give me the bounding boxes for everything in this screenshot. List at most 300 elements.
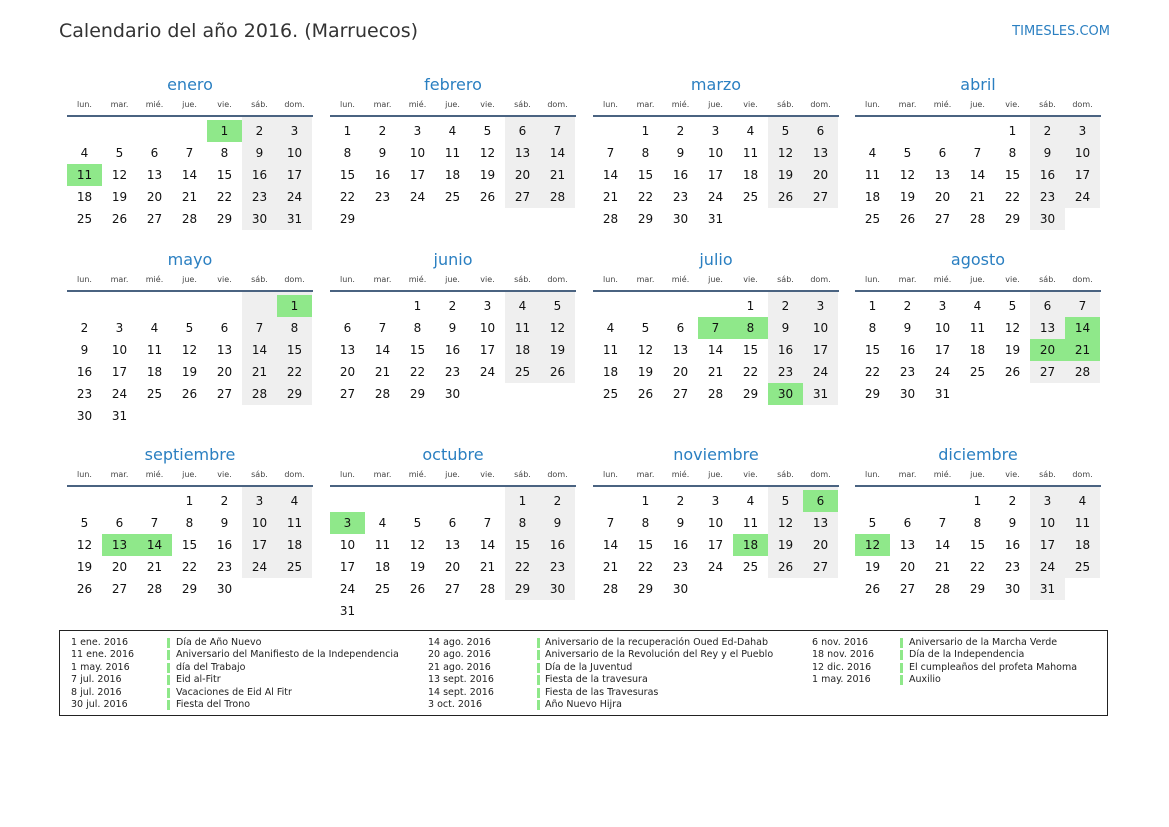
day-cell: 22	[181, 560, 198, 574]
day-cell: 19	[76, 560, 93, 574]
day-cell: 24	[251, 560, 268, 574]
day-cell: 20	[812, 538, 829, 552]
weekday-label: sáb.	[1039, 275, 1056, 284]
weekday-label: dom.	[284, 470, 305, 479]
legend-date: 1 may. 2016	[812, 674, 871, 686]
day-cell: 29	[181, 582, 198, 596]
day-cell: 16	[899, 343, 916, 357]
day-cell: 21	[602, 190, 619, 204]
weekday-label: lun.	[340, 470, 355, 479]
day-cell: 8	[413, 321, 422, 335]
day-cell: 15	[514, 538, 531, 552]
day-cell: 2	[448, 299, 457, 313]
weekday-label: mié.	[145, 100, 164, 109]
day-cell: 30	[251, 212, 268, 226]
day-cell: 16	[672, 168, 689, 182]
day-cell: 25	[514, 365, 531, 379]
day-cell: 25	[146, 387, 163, 401]
day-cell: 27	[111, 582, 128, 596]
day-cell: 6	[676, 321, 685, 335]
day-cell: 7	[606, 516, 615, 530]
day-cell: 30	[1004, 582, 1021, 596]
day-cell: 31	[339, 604, 356, 618]
day-cell: 21	[181, 190, 198, 204]
day-cell: 9	[255, 146, 264, 160]
day-cell: 11	[1074, 516, 1091, 530]
day-cell: 27	[899, 582, 916, 596]
day-cell: 29	[637, 582, 654, 596]
legend-name: Aniversario de la Revolución del Rey y el Pueblo	[545, 649, 774, 661]
day-cell: 20	[514, 168, 531, 182]
day-grid	[67, 487, 313, 619]
weekday-label: mié.	[408, 470, 427, 479]
day-cell: 18	[602, 365, 619, 379]
day-cell: 16	[1004, 538, 1021, 552]
day-cell: 22	[514, 560, 531, 574]
day-cell: 13	[514, 146, 531, 160]
weekday-label: mié.	[145, 470, 164, 479]
day-cell: 2	[378, 124, 387, 138]
day-cell: 16	[76, 365, 93, 379]
site-link[interactable]: TIMESLES.COM	[1012, 24, 1110, 39]
day-cell: 3	[816, 299, 825, 313]
day-cell: 17	[251, 538, 268, 552]
day-cell: 5	[641, 321, 650, 335]
legend-item	[60, 662, 1100, 674]
day-cell: 11	[602, 343, 619, 357]
holiday-day: 1	[277, 295, 312, 317]
day-cell: 30	[672, 582, 689, 596]
day-cell: 7	[378, 321, 387, 335]
day-cell: 6	[220, 321, 229, 335]
day-cell: 5	[483, 124, 492, 138]
day-cell: 24	[934, 365, 951, 379]
day-cell: 24	[409, 190, 426, 204]
day-cell: 11	[514, 321, 531, 335]
legend-date: 14 ago. 2016	[428, 637, 491, 648]
legend-date: 18 nov. 2016	[812, 649, 875, 661]
day-cell: 21	[707, 365, 724, 379]
weekday-header	[330, 272, 576, 287]
day-cell: 10	[812, 321, 829, 335]
day-cell: 25	[444, 190, 461, 204]
day-grid	[330, 117, 576, 249]
day-cell: 13	[934, 168, 951, 182]
day-cell: 27	[812, 560, 829, 574]
day-cell: 27	[672, 387, 689, 401]
legend-date: 14 sept. 2016	[428, 686, 494, 698]
day-cell: 17	[1039, 538, 1056, 552]
day-cell: 7	[150, 516, 159, 530]
weekday-header	[330, 467, 576, 482]
day-cell: 20	[444, 560, 461, 574]
day-cell: 12	[549, 321, 566, 335]
legend-item	[60, 699, 1100, 711]
day-cell: 16	[672, 538, 689, 552]
day-cell: 25	[374, 582, 391, 596]
weekday-label: mié.	[933, 470, 952, 479]
day-cell: 2	[676, 124, 685, 138]
month-name: julio	[699, 250, 733, 269]
day-cell: 11	[969, 321, 986, 335]
day-cell: 15	[864, 343, 881, 357]
day-cell: 3	[711, 124, 720, 138]
day-cell: 3	[255, 494, 264, 508]
day-cell: 13	[672, 343, 689, 357]
day-grid	[330, 292, 576, 424]
day-cell: 10	[286, 146, 303, 160]
weekday-label: vie.	[1005, 275, 1020, 284]
day-cell: 30	[672, 212, 689, 226]
day-cell: 2	[676, 494, 685, 508]
day-cell: 11	[146, 343, 163, 357]
day-cell: 23	[374, 190, 391, 204]
day-cell: 6	[115, 516, 124, 530]
day-cell: 15	[286, 343, 303, 357]
day-cell: 30	[76, 409, 93, 423]
weekday-label: vie.	[217, 470, 232, 479]
day-cell: 12	[637, 343, 654, 357]
legend-date: 12 dic. 2016	[812, 661, 872, 673]
day-cell: 18	[146, 365, 163, 379]
legend-date: 3 oct. 2016	[428, 699, 483, 710]
day-cell: 6	[903, 516, 912, 530]
day-cell: 27	[934, 212, 951, 226]
day-cell: 9	[553, 516, 562, 530]
weekday-label: mar.	[110, 275, 129, 284]
weekday-label: dom.	[810, 100, 831, 109]
weekday-label: lun.	[340, 275, 355, 284]
legend-name: Aniversario de la Marcha Verde	[909, 637, 1058, 648]
day-cell: 19	[409, 560, 426, 574]
legend-date: 30 jul. 2016	[71, 699, 128, 710]
day-cell: 8	[343, 146, 352, 160]
day-cell: 5	[185, 321, 194, 335]
day-cell: 4	[746, 494, 755, 508]
day-cell: 29	[637, 212, 654, 226]
day-cell: 5	[1008, 299, 1017, 313]
legend-marker	[537, 688, 540, 698]
weekday-label: mié.	[671, 275, 690, 284]
day-cell: 9	[676, 146, 685, 160]
weekday-label: mié.	[145, 275, 164, 284]
weekday-label: dom.	[547, 100, 568, 109]
weekday-label: mié.	[671, 100, 690, 109]
day-cell: 6	[448, 516, 457, 530]
day-cell: 1	[641, 124, 650, 138]
weekday-label: sáb.	[1039, 470, 1056, 479]
weekday-label: jue.	[708, 275, 723, 284]
holiday-day: 11	[67, 164, 102, 186]
day-grid	[67, 117, 313, 249]
day-cell: 17	[707, 538, 724, 552]
holiday-legend	[59, 630, 1108, 716]
day-cell: 13	[146, 168, 163, 182]
day-cell: 26	[76, 582, 93, 596]
day-cell: 8	[518, 516, 527, 530]
weekday-label: mar.	[898, 275, 917, 284]
day-cell: 1	[185, 494, 194, 508]
day-grid	[855, 292, 1101, 424]
day-cell: 17	[812, 343, 829, 357]
day-cell: 20	[812, 168, 829, 182]
legend-name: Día de Año Nuevo	[176, 637, 262, 648]
day-cell: 4	[1078, 494, 1087, 508]
day-cell: 28	[181, 212, 198, 226]
weekday-label: lun.	[603, 470, 618, 479]
legend-name: Vacaciones de Eid Al Fitr	[176, 686, 292, 698]
weekday-label: jue.	[445, 100, 460, 109]
day-cell: 15	[1004, 168, 1021, 182]
day-cell: 26	[409, 582, 426, 596]
day-cell: 12	[479, 146, 496, 160]
day-cell: 20	[672, 365, 689, 379]
legend-name: Eid al-Fitr	[176, 674, 221, 686]
weekday-label: lun.	[865, 470, 880, 479]
day-cell: 10	[409, 146, 426, 160]
legend-marker	[900, 663, 903, 673]
weekday-label: sáb.	[514, 100, 531, 109]
day-cell: 17	[111, 365, 128, 379]
day-cell: 22	[742, 365, 759, 379]
weekday-label: vie.	[1005, 470, 1020, 479]
weekday-header	[593, 467, 839, 482]
legend-item	[60, 687, 1100, 699]
day-cell: 8	[290, 321, 299, 335]
day-cell: 16	[216, 538, 233, 552]
legend-marker	[537, 700, 540, 710]
day-cell: 23	[777, 365, 794, 379]
weekday-label: sáb.	[777, 100, 794, 109]
day-cell: 3	[711, 494, 720, 508]
month-junio	[330, 250, 576, 424]
day-cell: 28	[602, 582, 619, 596]
day-cell: 14	[549, 146, 566, 160]
day-cell: 9	[1008, 516, 1017, 530]
legend-marker	[900, 675, 903, 685]
weekday-label: vie.	[743, 100, 758, 109]
day-cell: 16	[1039, 168, 1056, 182]
day-cell: 8	[868, 321, 877, 335]
day-cell: 22	[637, 560, 654, 574]
day-cell: 7	[185, 146, 194, 160]
day-cell: 5	[413, 516, 422, 530]
day-cell: 21	[374, 365, 391, 379]
day-cell: 16	[777, 343, 794, 357]
day-cell: 29	[864, 387, 881, 401]
weekday-header	[330, 97, 576, 112]
day-cell: 14	[602, 538, 619, 552]
day-cell: 18	[514, 343, 531, 357]
day-cell: 10	[1074, 146, 1091, 160]
day-cell: 27	[514, 190, 531, 204]
day-cell: 23	[76, 387, 93, 401]
weekday-label: mié.	[933, 100, 952, 109]
weekday-label: vie.	[480, 470, 495, 479]
day-cell: 5	[781, 124, 790, 138]
legend-name: El cumpleaños del profeta Mahoma	[909, 661, 1078, 673]
day-cell: 24	[1039, 560, 1056, 574]
day-cell: 16	[444, 343, 461, 357]
holiday-day: 18	[733, 534, 768, 556]
day-cell: 9	[1043, 146, 1052, 160]
day-cell: 26	[777, 190, 794, 204]
day-cell: 8	[641, 146, 650, 160]
legend-item	[60, 637, 1100, 649]
day-cell: 10	[1039, 516, 1056, 530]
day-cell: 2	[80, 321, 89, 335]
day-cell: 5	[868, 516, 877, 530]
day-cell: 14	[602, 168, 619, 182]
holiday-day: 12	[855, 534, 890, 556]
legend-date: 8 jul. 2016	[71, 686, 122, 698]
day-cell: 31	[934, 387, 951, 401]
day-cell: 1	[973, 494, 982, 508]
day-grid	[330, 487, 576, 619]
day-cell: 12	[76, 538, 93, 552]
weekday-header	[67, 97, 313, 112]
weekday-label: lun.	[865, 100, 880, 109]
day-cell: 22	[216, 190, 233, 204]
day-cell: 22	[864, 365, 881, 379]
day-cell: 24	[111, 387, 128, 401]
day-cell: 18	[1074, 538, 1091, 552]
day-cell: 25	[864, 212, 881, 226]
month-julio	[593, 250, 839, 424]
legend-date: 1 may. 2016	[71, 661, 130, 673]
day-cell: 1	[746, 299, 755, 313]
day-cell: 26	[181, 387, 198, 401]
day-cell: 23	[444, 365, 461, 379]
day-cell: 29	[216, 212, 233, 226]
weekday-label: jue.	[970, 100, 985, 109]
weekday-label: lun.	[603, 100, 618, 109]
weekday-label: lun.	[77, 100, 92, 109]
day-cell: 17	[286, 168, 303, 182]
month-agosto	[855, 250, 1101, 424]
day-cell: 10	[111, 343, 128, 357]
day-cell: 11	[374, 538, 391, 552]
weekday-label: vie.	[1005, 100, 1020, 109]
day-cell: 15	[409, 343, 426, 357]
day-cell: 23	[549, 560, 566, 574]
day-cell: 20	[934, 190, 951, 204]
weekday-label: mar.	[636, 100, 655, 109]
day-cell: 26	[777, 560, 794, 574]
day-cell: 7	[483, 516, 492, 530]
day-cell: 26	[479, 190, 496, 204]
day-cell: 10	[707, 516, 724, 530]
day-cell: 25	[286, 560, 303, 574]
day-cell: 14	[934, 538, 951, 552]
day-cell: 6	[343, 321, 352, 335]
weekday-label: dom.	[810, 275, 831, 284]
day-cell: 9	[781, 321, 790, 335]
month-name: noviembre	[673, 445, 759, 464]
weekday-label: mar.	[636, 470, 655, 479]
holiday-day: 6	[803, 490, 838, 512]
day-cell: 28	[969, 212, 986, 226]
weekday-header	[855, 467, 1101, 482]
day-cell: 27	[146, 212, 163, 226]
day-cell: 5	[781, 494, 790, 508]
day-cell: 12	[777, 146, 794, 160]
day-cell: 4	[378, 516, 387, 530]
day-cell: 17	[409, 168, 426, 182]
day-cell: 1	[518, 494, 527, 508]
day-cell: 23	[216, 560, 233, 574]
day-cell: 19	[777, 538, 794, 552]
weekday-header	[593, 97, 839, 112]
day-cell: 2	[781, 299, 790, 313]
day-cell: 18	[374, 560, 391, 574]
day-cell: 19	[899, 190, 916, 204]
holiday-day: 30	[768, 383, 803, 405]
weekday-header	[67, 272, 313, 287]
legend-marker	[900, 638, 903, 648]
day-cell: 7	[255, 321, 264, 335]
day-cell: 24	[339, 582, 356, 596]
weekday-label: sáb.	[514, 470, 531, 479]
day-cell: 15	[637, 538, 654, 552]
weekday-label: mié.	[933, 275, 952, 284]
weekday-label: sáb.	[251, 100, 268, 109]
month-name: abril	[960, 75, 996, 94]
day-cell: 21	[549, 168, 566, 182]
day-cell: 27	[1039, 365, 1056, 379]
day-cell: 23	[672, 560, 689, 574]
day-cell: 28	[146, 582, 163, 596]
month-name: agosto	[950, 250, 1006, 269]
day-cell: 5	[115, 146, 124, 160]
day-cell: 28	[934, 582, 951, 596]
day-cell: 20	[111, 560, 128, 574]
day-cell: 28	[1074, 365, 1091, 379]
day-cell: 26	[549, 365, 566, 379]
day-cell: 6	[938, 146, 947, 160]
weekday-label: dom.	[284, 100, 305, 109]
day-cell: 2	[903, 299, 912, 313]
day-cell: 10	[479, 321, 496, 335]
weekday-label: mié.	[408, 275, 427, 284]
day-cell: 3	[115, 321, 124, 335]
day-cell: 8	[220, 146, 229, 160]
legend-date: 7 jul. 2016	[71, 674, 122, 686]
weekday-label: lun.	[77, 470, 92, 479]
legend-date: 13 sept. 2016	[428, 674, 494, 686]
weekday-label: jue.	[445, 470, 460, 479]
day-cell: 13	[812, 146, 829, 160]
day-cell: 19	[777, 168, 794, 182]
day-cell: 29	[969, 582, 986, 596]
legend-date: 6 nov. 2016	[812, 637, 868, 648]
day-cell: 8	[973, 516, 982, 530]
day-cell: 3	[483, 299, 492, 313]
day-cell: 23	[1004, 560, 1021, 574]
day-cell: 26	[899, 212, 916, 226]
day-cell: 14	[374, 343, 391, 357]
weekday-header	[593, 272, 839, 287]
weekday-label: mié.	[671, 470, 690, 479]
day-grid	[855, 117, 1101, 249]
day-cell: 6	[150, 146, 159, 160]
holiday-day: 21	[1065, 339, 1100, 361]
weekday-label: jue.	[445, 275, 460, 284]
legend-name: Aniversario del Manifiesto de la Independencia	[176, 649, 399, 661]
day-cell: 3	[290, 124, 299, 138]
day-cell: 16	[374, 168, 391, 182]
day-cell: 2	[1008, 494, 1017, 508]
